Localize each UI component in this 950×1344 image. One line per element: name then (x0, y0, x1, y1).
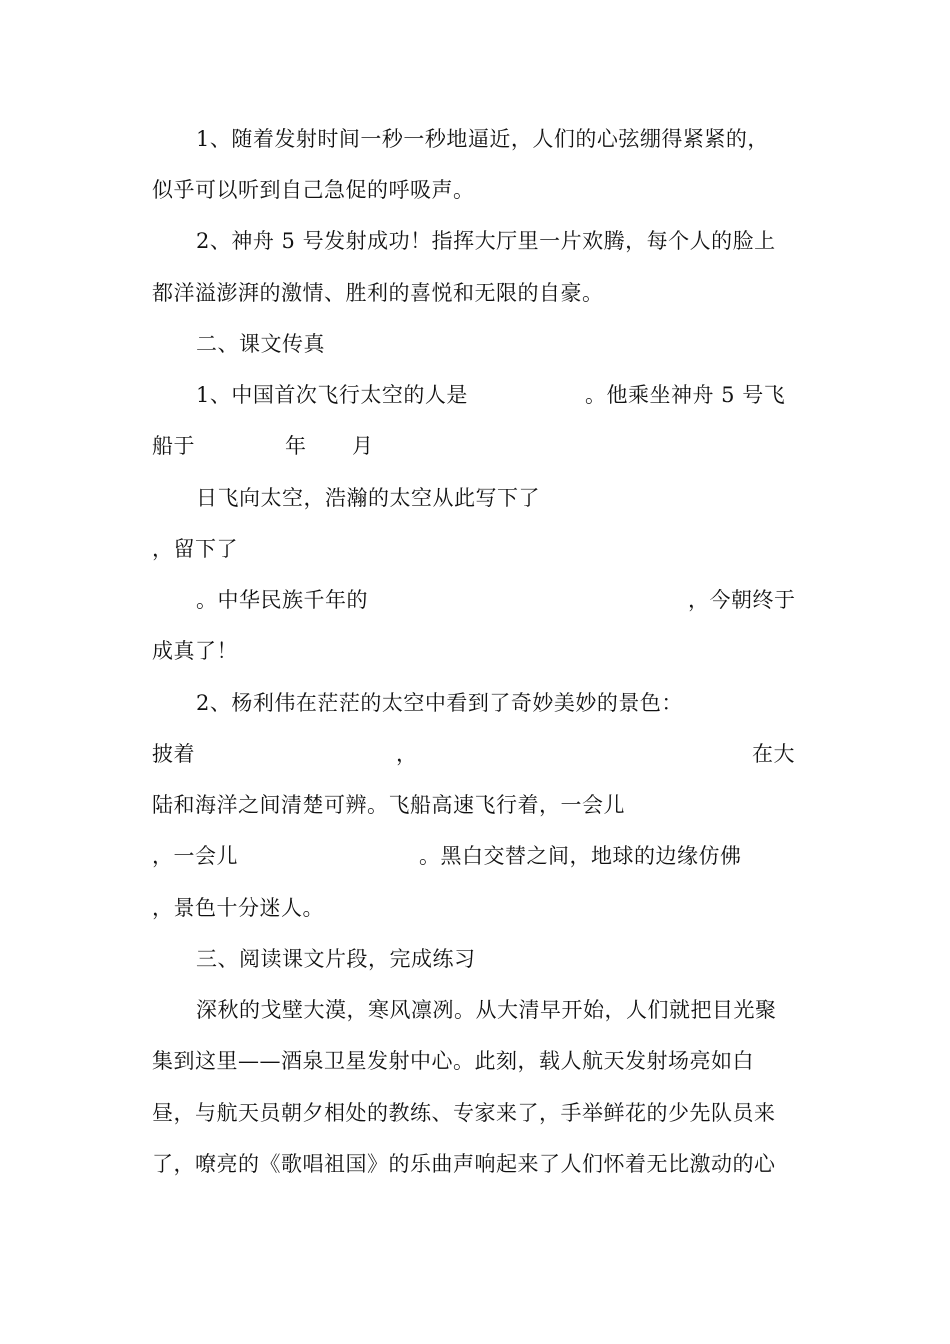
text-line: 披着 (152, 742, 195, 766)
text-line: 年 (285, 434, 307, 458)
text-line: ，一会儿 (152, 844, 238, 868)
text-line: 集到这里——酒泉卫星发射中心。此刻，载人航天发射场亮如白 (152, 1049, 754, 1073)
text-line: 船于 (152, 434, 195, 458)
text-line: ，景色十分迷人。 (152, 896, 324, 920)
text-line: 成真了！ (152, 639, 238, 663)
text-line: ，留下了 (152, 537, 238, 561)
text-line: 。他乘坐神舟 5 号飞 (585, 383, 786, 407)
text-line: ，今朝终于 (688, 588, 796, 612)
text-line: 深秋的戈壁大漠，寒风凛冽。从大清早开始，人们就把目光聚 (196, 998, 777, 1022)
text-line: ， (396, 742, 418, 766)
text-line: 。黑白交替之间，地球的边缘仿佛 (419, 844, 742, 868)
section-heading: 三、阅读课文片段，完成练习 (196, 947, 476, 971)
text-line: 都洋溢澎湃的激情、胜利的喜悦和无限的自豪。 (152, 281, 604, 305)
text-line: 了，嘹亮的《歌唱祖国》的乐曲声响起来了人们怀着无比激动的心 (152, 1152, 776, 1176)
text-line: 1、随着发射时间一秒一秒地逼近，人们的心弦绷得紧紧的， (196, 127, 769, 151)
text-line: 2、神舟 5 号发射成功！指挥大厅里一片欢腾，每个人的脸上 (196, 229, 776, 253)
text-line: 1、中国首次飞行太空的人是 (196, 383, 468, 407)
text-line: 2、杨利伟在茫茫的太空中看到了奇妙美妙的景色： (196, 691, 683, 715)
text-line: 似乎可以听到自己急促的呼吸声。 (152, 178, 475, 202)
text-line: 在大 (752, 742, 795, 766)
text-line: 昼，与航天员朝夕相处的教练、专家来了，手举鲜花的少先队员来 (152, 1101, 776, 1125)
text-line: 陆和海洋之间清楚可辨。飞船高速飞行着，一会儿 (152, 793, 625, 817)
text-line: 月 (352, 434, 374, 458)
text-line: 。中华民族千年的 (196, 588, 368, 612)
text-line: 日飞向太空，浩瀚的太空从此写下了 (196, 486, 540, 510)
section-heading: 二、课文传真 (196, 332, 325, 356)
